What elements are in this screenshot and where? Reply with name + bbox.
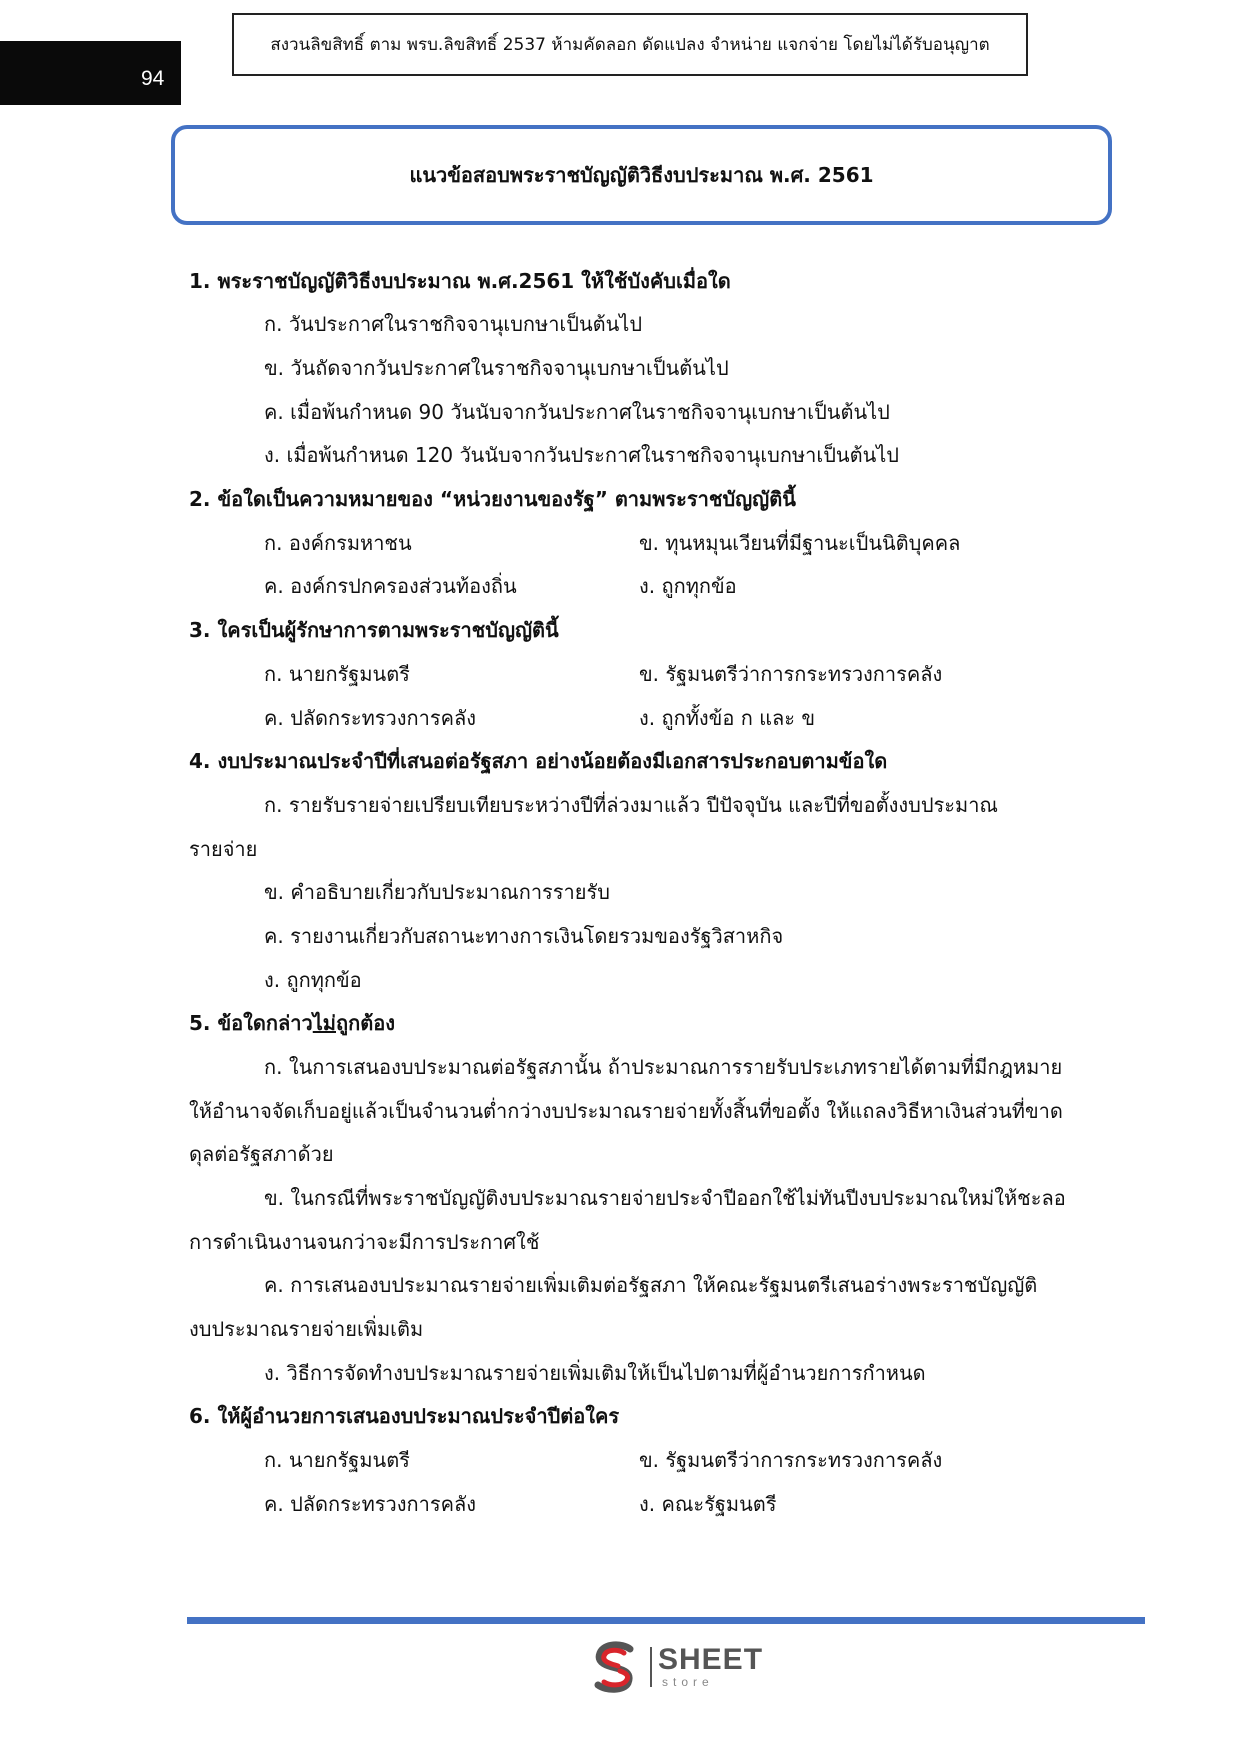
q4-option-a-continued: รายจ่าย [189,837,258,861]
q5-option-d: ง. วิธีการจัดทำงบประมาณรายจ่ายเพิ่มเติมให้เป็นไปตามที่ผู้อำนวยการกำหนด [264,1361,926,1385]
q5-option-b-continued: การดำเนินงานจนกว่าจะมีการประกาศใช้ [189,1230,540,1254]
q1-option-b: ข. วันถัดจากวันประกาศในราชกิจจานุเบกษาเป็นต้นไป [264,356,729,380]
q2-option-c: ค. องค์กรปกครองส่วนท้องถิ่น [264,574,517,598]
q1-option-d: ง. เมื่อพ้นกำหนด 120 วันนับจากวันประกาศในราชกิจจานุเบกษาเป็นต้นไป [264,443,899,467]
q1-option-c: ค. เมื่อพ้นกำหนด 90 วันนับจากวันประกาศในราชกิจจานุเบกษาเป็นต้นไป [264,400,890,424]
q2-option-d: ง. ถูกทุกข้อ [639,574,737,598]
logo-divider [650,1647,652,1687]
logo-text: SHEET [658,1643,764,1676]
sheet-store-logo [592,1641,762,1693]
q2-option-b: ข. ทุนหมุนเวียนที่มีฐานะเป็นนิติบุคคล [639,531,961,555]
q5-option-a-continued: ให้อำนาจจัดเก็บอยู่แล้วเป็นจำนวนต่ำกว่างบประมาณรายจ่ายทั้งสิ้นที่ขอตั้ง ให้แถลงวิธีหาเงินส่วนที่ขาด [189,1099,1063,1123]
question-5-text-end: ถูกต้อง [336,1011,395,1035]
q6-option-d: ง. คณะรัฐมนตรี [639,1492,777,1516]
q6-option-b: ข. รัฐมนตรีว่าการกระทรวงการคลัง [639,1448,943,1472]
q3-option-b: ข. รัฐมนตรีว่าการกระทรวงการคลัง [639,662,943,686]
question-3: 3. ใครเป็นผู้รักษาการตามพระราชบัญญัตินี้ [189,618,559,642]
question-2: 2. ข้อใดเป็นความหมายของ “หน่วยงานของรัฐ” ตามพระราชบัญญัตินี้ [189,487,796,511]
q3-option-a: ก. นายกรัฐมนตรี [264,662,410,686]
q4-option-b: ข. คำอธิบายเกี่ยวกับประมาณการรายรับ [264,880,610,904]
q6-option-c: ค. ปลัดกระทรวงการคลัง [264,1492,477,1516]
q1-option-a: ก. วันประกาศในราชกิจจานุเบกษาเป็นต้นไป [264,312,643,336]
q3-option-d: ง. ถูกทั้งข้อ ก และ ข [639,706,816,730]
q3-option-c: ค. ปลัดกระทรวงการคลัง [264,706,477,730]
q5-option-b: ข. ในกรณีที่พระราชบัญญัติงบประมาณรายจ่ายประจำปีออกใช้ไม่ทันปีงบประมาณใหม่ให้ชะลอ [264,1186,1066,1210]
question-4: 4. งบประมาณประจำปีที่เสนอต่อรัฐสภา อย่างน้อยต้องมีเอกสารประกอบตามข้อใด [189,749,888,773]
q4-option-c: ค. รายงานเกี่ยวกับสถานะทางการเงินโดยรวมของรัฐวิสาหกิจ [264,924,784,948]
copyright-notice: สงวนลิขสิทธิ์ ตาม พรบ.ลิขสิทธิ์ 2537 ห้ามคัดลอก ดัดแปลง จำหน่าย แจกจ่าย โดยไม่ได้รับอนุญาต [270,35,990,55]
q5-option-c: ค. การเสนองบประมาณรายจ่ายเพิ่มเติมต่อรัฐสภา ให้คณะรัฐมนตรีเสนอร่างพระราชบัญญัติ [264,1273,1038,1297]
question-5 [189,1008,395,1038]
question-5-underlined: ไม่ [312,1011,336,1035]
q5-option-a: ก. ในการเสนองบประมาณต่อรัฐสภานั้น ถ้าประมาณการรายรับประเภทรายได้ตามที่มีกฎหมาย [264,1055,1063,1079]
footer-rule [187,1617,1145,1624]
q4-option-d: ง. ถูกทุกข้อ [264,968,362,992]
question-6: 6. ให้ผู้อำนวยการเสนองบประมาณประจำปีต่อใคร [189,1404,620,1428]
q6-option-a: ก. นายกรัฐมนตรี [264,1448,410,1472]
sheet-store-s-icon [592,1641,640,1693]
logo-subtext: store [662,1675,714,1689]
q4-option-a: ก. รายรับรายจ่ายเปรียบเทียบระหว่างปีที่ล่วงมาแล้ว ปีปัจจุบัน และปีที่ขอตั้งงบประมาณ [264,793,998,817]
question-5-text: 5. ข้อใดกล่าว [189,1011,313,1035]
q5-option-a-continued-2: ดุลต่อรัฐสภาด้วย [189,1142,334,1166]
page-title: แนวข้อสอบพระราชบัญญัติวิธีงบประมาณ พ.ศ. 2561 [409,163,874,187]
q5-option-c-continued: งบประมาณรายจ่ายเพิ่มเติม [189,1317,424,1341]
page-number: 94 [141,67,165,90]
question-1: 1. พระราชบัญญัติวิธีงบประมาณ พ.ศ.2561 ให้ใช้บังคับเมื่อใด [189,269,731,293]
q2-option-a: ก. องค์กรมหาชน [264,531,412,555]
